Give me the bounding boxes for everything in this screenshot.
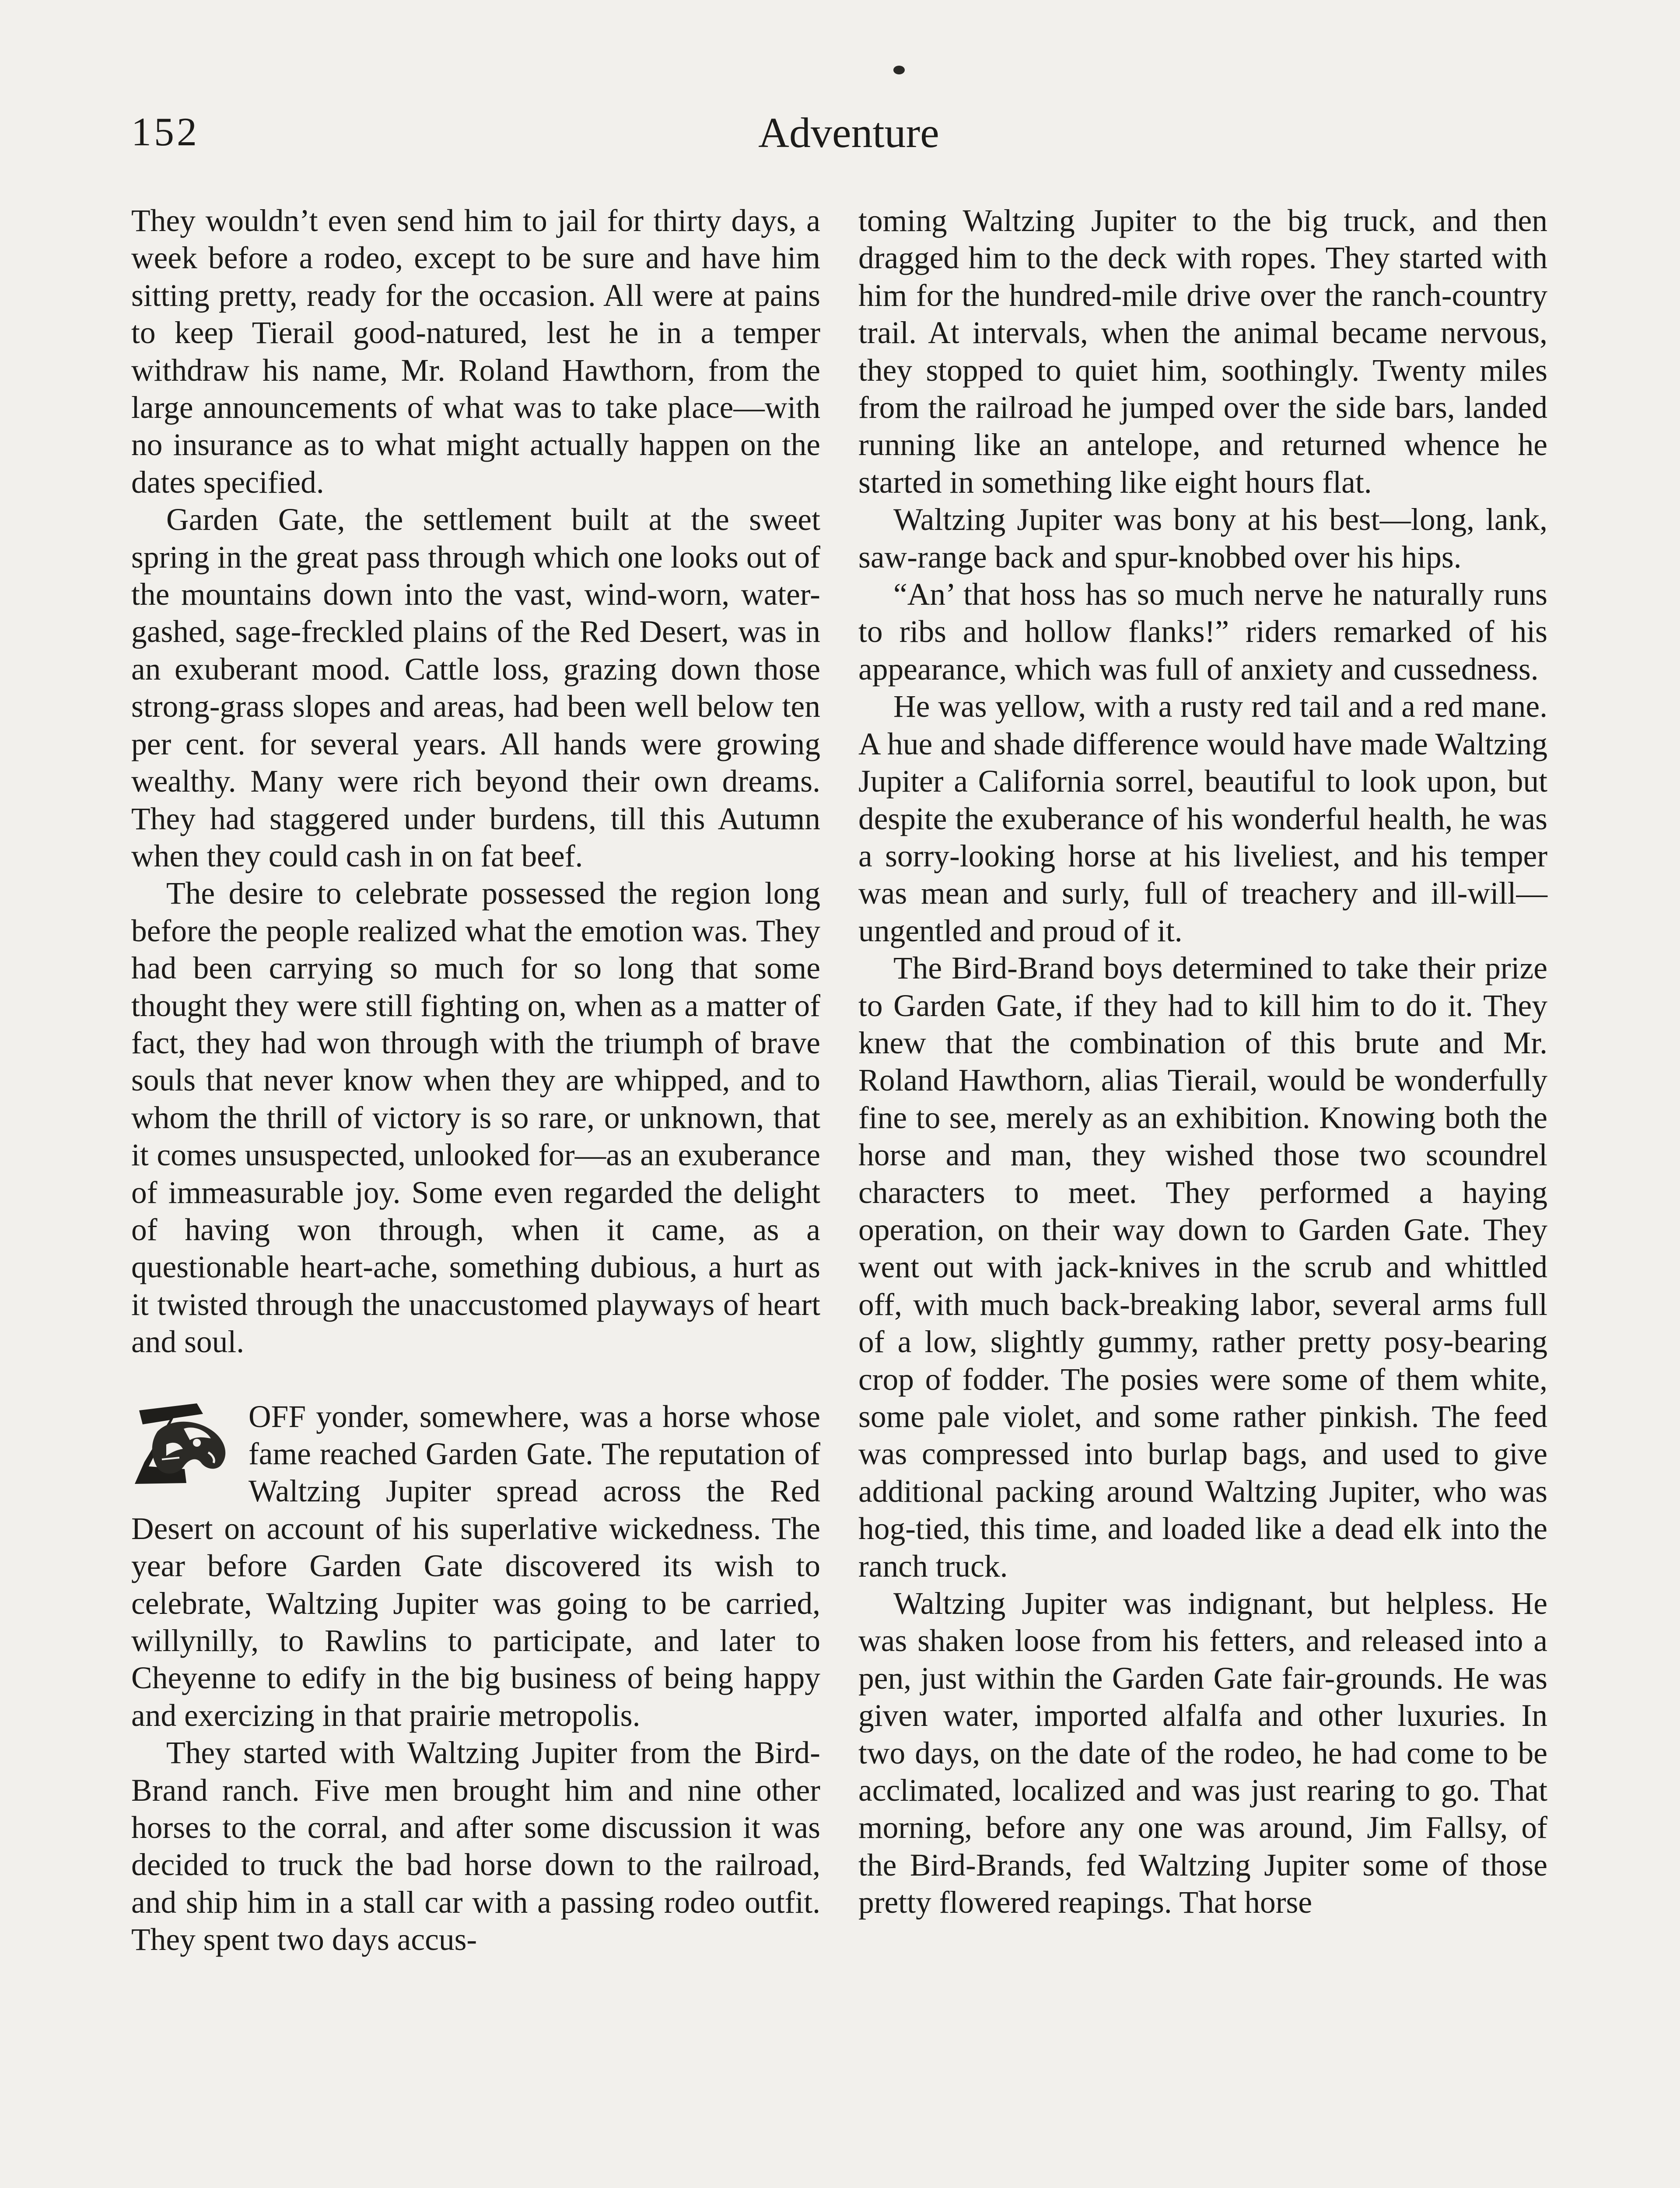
paragraph: Waltzing Jupiter was indignant, but helpless. He was shaken loose from his fetters, and released into a pen, just within the Garden Gate fair-grounds. He was given water, imported alfalfa and other luxuries. In two days, on the date of the rodeo, he had come to be acclimated, localized and was just rearing to go. That morning, before any one was around, Jim Fallsy, of the Bird-Brands, fed Waltzing Jupiter some of those pretty flowered reapings. That horse (858, 1586, 1547, 1920)
left-column (131, 202, 820, 1959)
paragraph: “An’ that hoss has so much nerve he naturally runs to ribs and hollow flanks!” riders remarked of his appearance, which was full of anxiety and cussedness. (858, 577, 1547, 687)
horse-head-initial-icon (131, 1401, 236, 1487)
running-title: Adventure (758, 109, 939, 157)
paragraph: Waltzing Jupiter was bony at his best—long, lank, saw-range back and spur-knobbed over his hips. (858, 502, 1547, 575)
section-gap (131, 1361, 820, 1398)
paragraph: They started with Waltzing Jupiter from the Bird-Brand ranch. Five men brought him and nine other horses to the corral, and after some discussion it was decided to truck the bad horse down to the railroad, and ship him in a stall car with a passing rodeo outfit. They spent two days accus- (131, 1736, 820, 1957)
page-header (131, 109, 1549, 165)
section-opening (131, 1398, 820, 1735)
page-number: 152 (131, 109, 200, 154)
paragraph: Garden Gate, the settlement built at the sweet spring in the great pass through which one looks out of the mountains down into the vast, wind-worn, water-gashed, sage-freckled plains of the Red Desert, was in an exuberant mood. Cattle loss, grazing down those strong-grass slopes and areas, had been well below ten per cent. for several years. All hands were growing wealthy. Many were rich beyond their own dreams. They had staggered under burdens, till this Autumn when they could cash in on fat beef. (131, 502, 820, 873)
paragraph: OFF yonder, somewhere, was a horse whose fame reached Garden Gate. The reputation of Waltzing Jupiter spread across the Red Desert on account of his superlative wickedness. The year before Garden Gate discovered its wish to celebrate, Waltzing Jupiter was going to be carried, willynilly, to Rawlins to participate, and later to Cheyenne to edify in the big business of being happy and exercizing in that prairie metropolis. (131, 1399, 820, 1733)
paragraph: He was yellow, with a rusty red tail and a red mane. A hue and shade difference would have made Waltzing Jupiter a California sorrel, beautiful to look upon, but despite the exuberance of his wonderful health, he was a sorry-looking horse at his liveliest, and his temper was mean and surly, full of treachery and ill-will—ungentled and proud of it. (858, 689, 1547, 948)
ornament-dot (893, 66, 905, 74)
paragraph: The desire to celebrate possessed the region long before the people realized what the emotion was. They had been carrying so much for so long that some thought they were still fighting on, when as a matter of fact, they had won through with the triumph of brave souls that never know when they are whipped, and to whom the thrill of victory is so rare, or unknown, that it comes unsuspected, unlooked for—as an exuberance of immeasurable joy. Some even regarded the delight of having won through, when it came, as a questionable heart-ache, something dubious, a hurt as it twisted through the unaccustomed playways of heart and soul. (131, 876, 820, 1360)
right-column (858, 202, 1547, 1922)
paragraph: The Bird-Brand boys determined to take their prize to Garden Gate, if they had to kill him to do it. They knew that the combination of this brute and Mr. Roland Hawthorn, alias Tierail, would be wonderfully fine to see, merely as an exhibition. Knowing both the horse and man, they wished those two scoundrel characters to meet. They performed a haying operation, on their way down to Garden Gate. They went out with jack-knives in the scrub and whittled off, with much back-breaking labor, several arms full of a low, slightly gummy, rather pretty posy-bearing crop of fodder. The posies were some of them white, some pale violet, and some rather pinkish. The feed was compressed into burlap bags, and used to give additional packing around Waltzing Jupiter, who was hog-tied, this time, and loaded like a dead elk into the ranch truck. (858, 951, 1547, 1584)
paragraph: toming Waltzing Jupiter to the big truck, and then dragged him to the deck with ropes. They started with him for the hundred-mile drive over the ranch-country trail. At intervals, when the animal became nervous, they stopped to quiet him, soothingly. Twenty miles from the railroad he jumped over the side bars, landed running like an antelope, and returned whence he started in something like eight hours flat. (858, 203, 1547, 500)
paragraph: They wouldn’t even send him to jail for thirty days, a week before a rodeo, except to be sure and have him sitting pretty, ready for the occasion. All were at pains to keep Tierail good-natured, lest he in a temper withdraw his name, Mr. Roland Hawthorn, from the large announcements of what was to take place—with no insurance as to what might actually happen on the dates specified. (131, 203, 820, 500)
